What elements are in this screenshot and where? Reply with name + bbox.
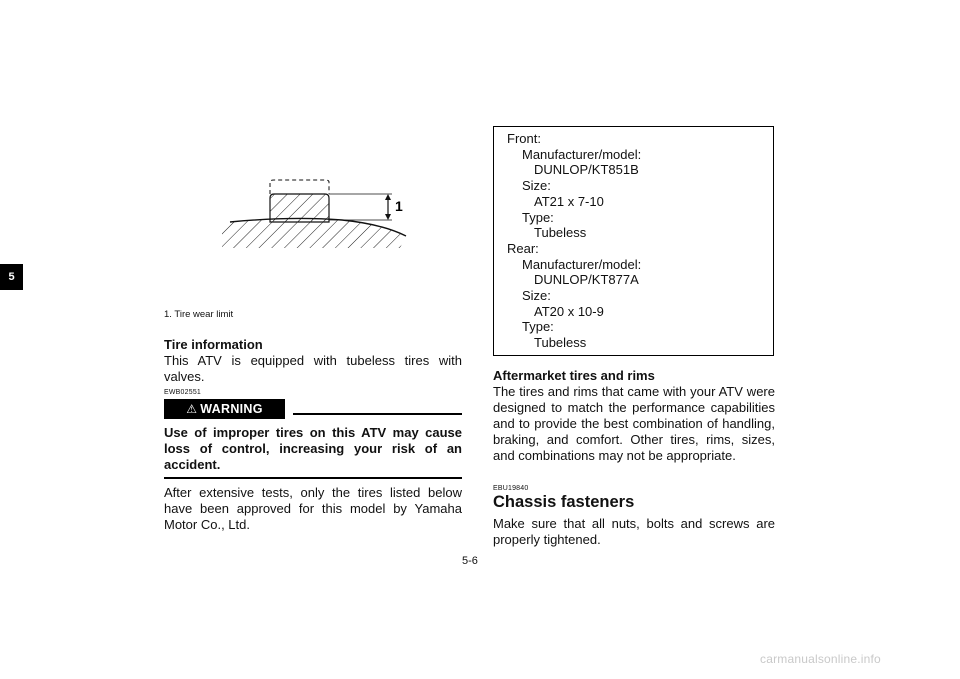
tire-body: [222, 218, 406, 248]
warning-text: Use of improper tires on this ATV may cause loss of control, increasing your risk of an accident.: [164, 425, 462, 479]
warning-triangle-icon: ⚠: [186, 402, 198, 416]
tire-info-intro: This ATV is equipped with tubeless tires with valves.: [164, 353, 462, 384]
front-size-value: AT21 x 7-10: [534, 193, 604, 209]
rear-type-label: Type:: [522, 319, 554, 335]
rear-manufacturer-value: DUNLOP/KT877A: [534, 272, 639, 288]
rear-label: Rear:: [507, 240, 539, 256]
warning-badge: [164, 399, 285, 419]
chassis-text: Make sure that all nuts, bolts and screws are properly tightened.: [493, 516, 775, 547]
front-type-value: Tubeless: [534, 225, 587, 241]
front-manufacturer-value: DUNLOP/KT851B: [534, 162, 639, 178]
tire-information-section: [164, 337, 462, 533]
front-size-label: Size:: [522, 178, 551, 194]
chassis-code: EBU19840: [493, 485, 529, 492]
warning-code: EWB02551: [164, 389, 202, 396]
chapter-tab: 5: [0, 264, 23, 290]
tire-info-heading: Tire information: [164, 337, 263, 352]
watermark: carmanualsonline.info: [760, 652, 881, 666]
chassis-heading: Chassis fasteners: [493, 493, 635, 511]
warning-rule: [293, 413, 462, 415]
new-tread-outline: [270, 180, 329, 194]
approved-tires-text: After extensive tests, only the tires listed below have been approved for this model by Yamaha Motor Co., Ltd.: [164, 485, 462, 532]
page-number: 5-6: [462, 555, 478, 567]
front-manufacturer-label: Manufacturer/model:: [522, 146, 642, 162]
rear-manufacturer-label: Manufacturer/model:: [522, 256, 642, 272]
warning-header: [164, 399, 462, 419]
rear-size-value: AT20 x 10-9: [534, 303, 604, 319]
aftermarket-heading: Aftermarket tires and rims: [493, 368, 655, 383]
callout-1: 1: [395, 198, 403, 214]
front-label: Front:: [507, 131, 541, 146]
rear-size-label: Size:: [522, 288, 551, 304]
aftermarket-text: The tires and rims that came with your ATV were designed to match the performance capabilities and to provide the best combination of handling, braking, and comfort. Other tires, rims, sizes, and combinations may not be appropriate.: [493, 384, 775, 463]
warning-label: WARNING: [200, 402, 263, 416]
rear-type-value: Tubeless: [534, 335, 587, 351]
figure-caption: 1. Tire wear limit: [164, 309, 234, 320]
right-column: [493, 368, 775, 548]
front-type-label: Type:: [522, 209, 554, 225]
tire-spec-box: [493, 126, 774, 356]
tire-wear-diagram: [222, 170, 412, 248]
